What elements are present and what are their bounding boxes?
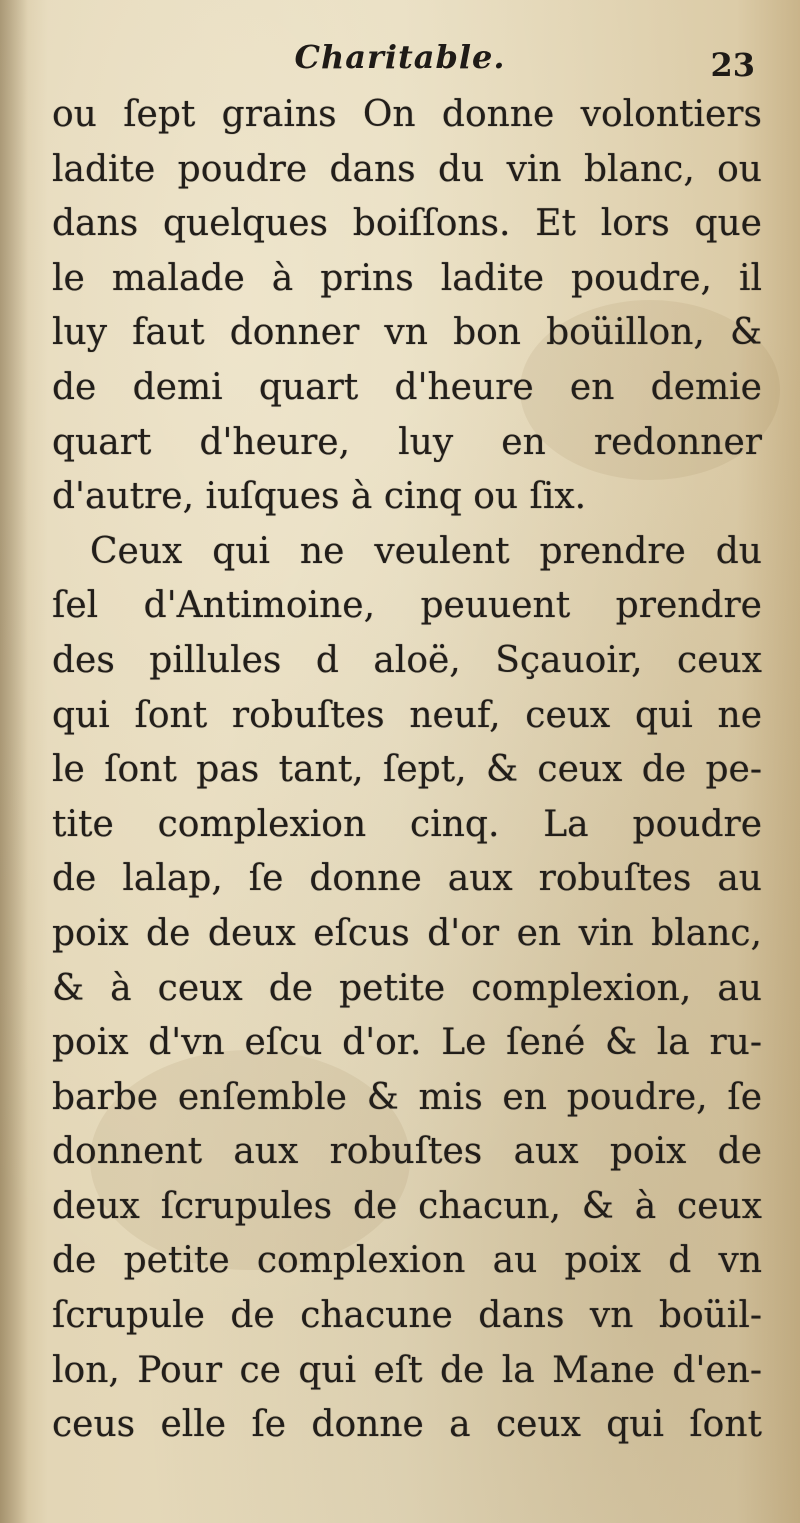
text-line: d'autre, iuſques à cinq ou ſix. [52, 476, 587, 518]
text-line: poix de deux eſcus d'or en vin blanc, [52, 912, 762, 954]
page-header [0, 38, 800, 88]
text-line: de demi quart d'heure en demie [52, 366, 762, 408]
text-line: ou ſept grains On donne volontiers [52, 94, 762, 135]
text-line: quart d'heure, luy en redonner [52, 421, 762, 463]
text-line: le malade à prins ladite poudre, il [52, 257, 762, 299]
text-line: de petite complexion au poix d vn [52, 1240, 762, 1282]
running-title: Charitable. [294, 38, 506, 76]
text-line: deux ſcrupules de chacun, & à ceux [52, 1185, 762, 1227]
text-line: barbe enſemble & mis en poudre, ſe [52, 1076, 762, 1118]
text-line: ſcrupule de chacune dans vn boüil- [52, 1295, 762, 1337]
text-line: dans quelques boiſſons. Et lors que [52, 203, 762, 245]
text-line: le ſont pas tant, ſept, & ceux de pe- [52, 749, 762, 791]
gutter-shadow [0, 0, 28, 1523]
text-line: Ceux qui ne veulent prendre du [90, 530, 762, 572]
page-number: 23 [710, 46, 755, 84]
text-line: ſel d'Antimoine, peuuent prendre [52, 585, 762, 627]
text-line: tite complexion cinq. La poudre [52, 803, 762, 845]
text-line: qui ſont robuſtes neuf, ceux qui ne [52, 694, 762, 736]
text-line: luy faut donner vn bon boüillon, & [52, 312, 762, 354]
text-line: & à ceux de petite complexion, au [52, 967, 762, 1009]
text-line: donnent aux robuſtes aux poix de [52, 1131, 762, 1173]
text-line: des pillules d aloë, Sçauoir, ceux [52, 639, 762, 681]
body-text [52, 88, 762, 1453]
text-line: de lalap, ſe donne aux robuſtes au [52, 858, 762, 900]
text-line: ladite poudre dans du vin blanc, ou [52, 148, 762, 190]
text-line: ceus elle ſe donne a ceux qui ſont [52, 1404, 762, 1446]
text-line: poix d'vn eſcu d'or. Le ſené & la ru- [52, 1022, 762, 1064]
text-line: lon, Pour ce qui eſt de la Mane d'en- [52, 1349, 762, 1391]
